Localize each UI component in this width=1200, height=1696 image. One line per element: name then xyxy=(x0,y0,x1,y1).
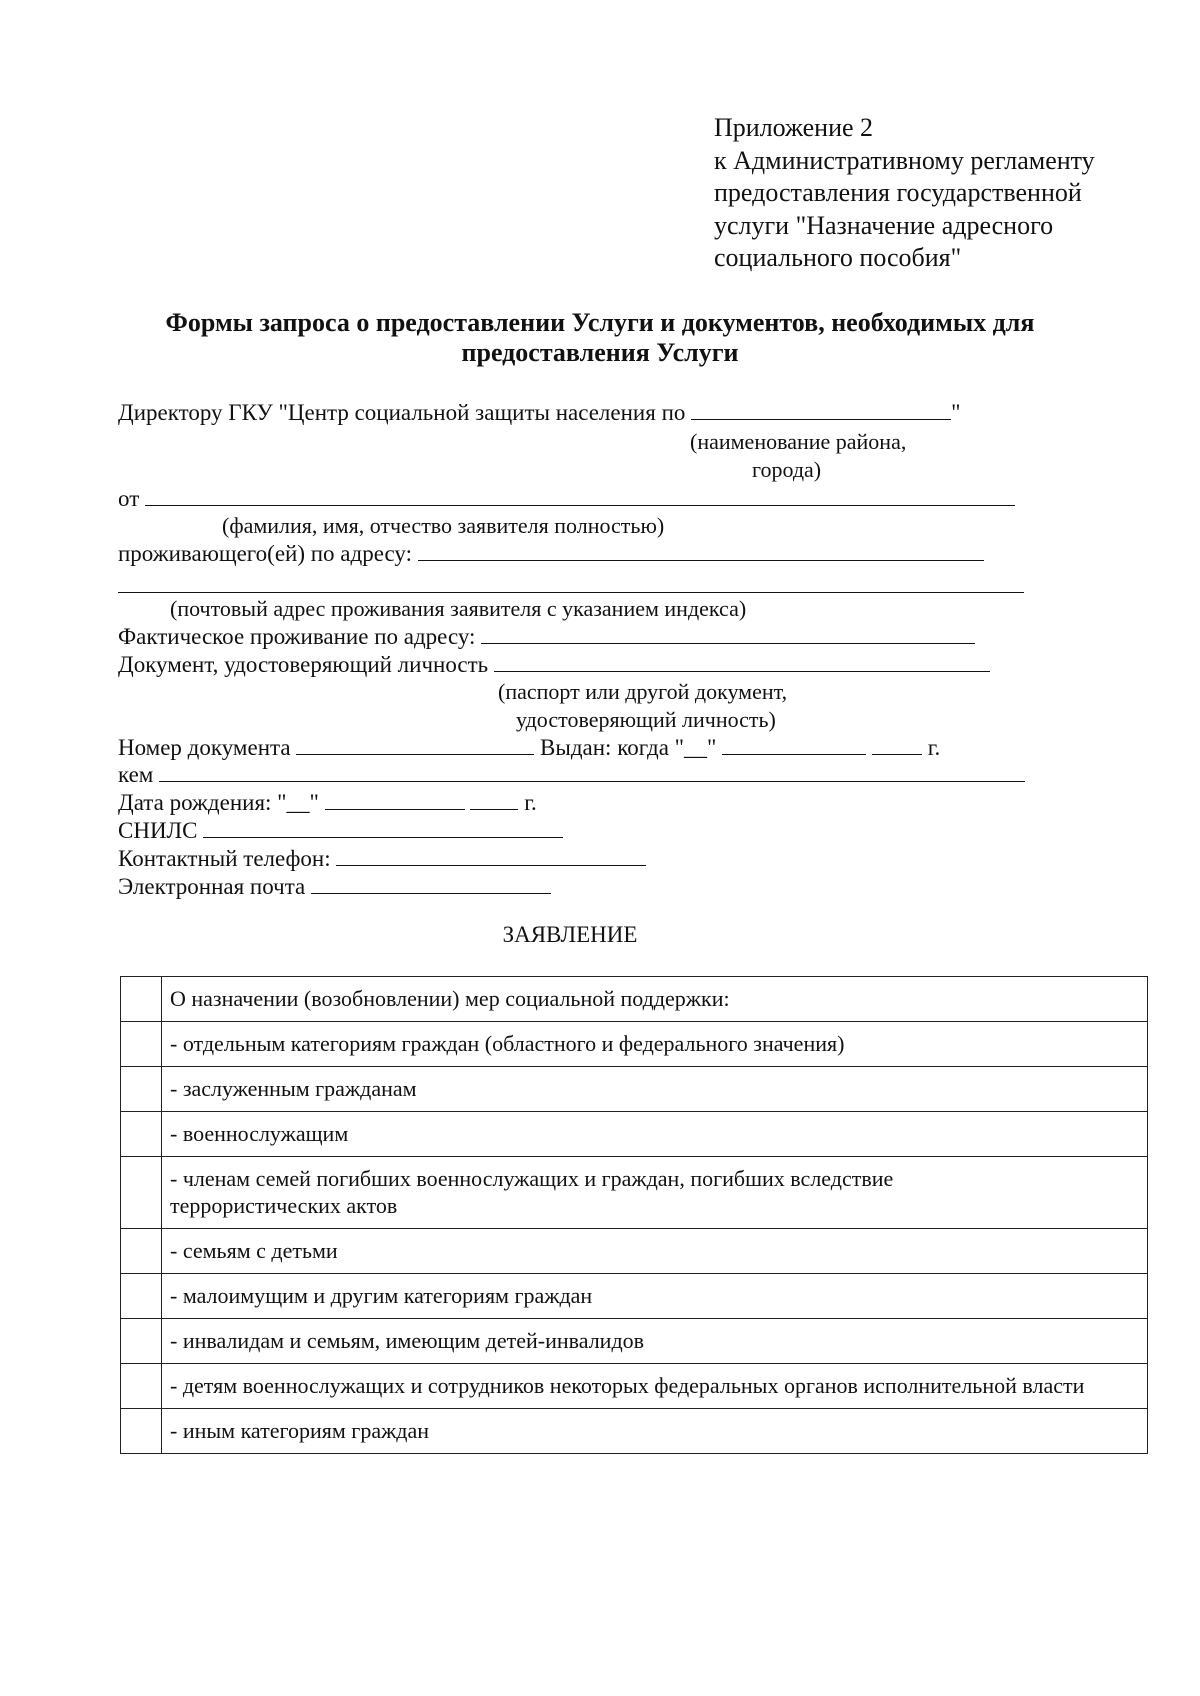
address-field[interactable] xyxy=(418,540,984,561)
option-checkbox[interactable] xyxy=(121,1364,162,1409)
district-field[interactable] xyxy=(691,399,951,420)
from-line xyxy=(118,485,1015,513)
option-checkbox[interactable] xyxy=(121,1067,162,1112)
director-label: Директору ГКУ "Центр социальной защиты населения по xyxy=(118,400,686,425)
appendix-line: Приложение 2 xyxy=(714,113,874,142)
document-number-line xyxy=(118,734,940,762)
actual-address-field[interactable] xyxy=(481,623,975,644)
appendix-line: услуги "Назначение адресного xyxy=(714,210,1054,240)
issued-month-field[interactable] xyxy=(722,734,866,755)
table-row xyxy=(121,1067,1148,1112)
id-document-hint: (паспорт или другой документ, xyxy=(498,679,788,704)
table-row xyxy=(121,1022,1148,1067)
id-document-label: Документ, удостоверяющий личность xyxy=(118,652,489,677)
option-checkbox[interactable] xyxy=(121,977,162,1022)
option-text: - инвалидам и семьям, имеющим детей-инвалидов xyxy=(162,1319,1148,1364)
option-text: - иным категориям граждан xyxy=(162,1409,1148,1454)
option-checkbox[interactable] xyxy=(121,1022,162,1067)
district-hint: (наименование района, xyxy=(690,429,907,454)
from-label: от xyxy=(118,486,140,511)
options-table xyxy=(120,976,1148,1454)
address-label: проживающего(ей) по адресу: xyxy=(118,541,412,566)
district-hint: города) xyxy=(752,457,822,482)
option-checkbox[interactable] xyxy=(121,1274,162,1319)
phone-field[interactable] xyxy=(336,845,646,866)
table-row xyxy=(121,1157,1148,1229)
id-document-line xyxy=(118,651,990,679)
email-line xyxy=(118,873,551,901)
appendix-header xyxy=(714,112,1095,275)
appendix-line: социального пособия" xyxy=(714,243,962,272)
address-hint: (почтовый адрес проживания заявителя с указанием индекса) xyxy=(170,596,747,621)
table-row xyxy=(121,1274,1148,1319)
statement-heading: ЗАЯВЛЕНИЕ xyxy=(502,922,638,947)
address-field-continued[interactable] xyxy=(118,592,1024,593)
actual-address-line xyxy=(118,623,975,651)
table-row xyxy=(121,1229,1148,1274)
birth-year-field[interactable] xyxy=(470,789,518,810)
phone-label: Контактный телефон: xyxy=(118,846,331,871)
issued-by-line xyxy=(118,761,1025,789)
table-row xyxy=(121,1319,1148,1364)
option-text: - отдельным категориям граждан (областного и федерального значения) xyxy=(162,1022,1148,1067)
birth-month-field[interactable] xyxy=(325,789,465,810)
document-title xyxy=(0,308,1200,368)
director-line xyxy=(118,399,961,427)
option-checkbox[interactable] xyxy=(121,1409,162,1454)
issued-when-label: Выдан: когда "__" xyxy=(540,735,717,760)
id-document-hint: удостоверяющий личность) xyxy=(516,707,776,732)
title-line: предоставления Услуги xyxy=(461,338,739,367)
table-row xyxy=(121,1409,1148,1454)
year-suffix: г. xyxy=(524,790,537,815)
option-text: - членам семей погибших военнослужащих и граждан, погибших вследствие террористических актов xyxy=(162,1157,1148,1229)
issued-by-field[interactable] xyxy=(159,761,1025,782)
snils-field[interactable] xyxy=(203,817,563,838)
year-suffix: г. xyxy=(927,735,941,760)
option-text: - детям военнослужащих и сотрудников некоторых федеральных органов исполнительной власти xyxy=(162,1364,1148,1409)
document-number-field[interactable] xyxy=(296,734,534,755)
option-checkbox[interactable] xyxy=(121,1229,162,1274)
id-document-field[interactable] xyxy=(494,651,990,672)
director-quote: " xyxy=(951,400,961,425)
birth-date-label: Дата рождения: "__" xyxy=(118,790,319,815)
issued-by-label: кем xyxy=(118,762,154,787)
fio-hint: (фамилия, имя, отчество заявителя полностью) xyxy=(222,513,665,538)
table-row xyxy=(121,977,1148,1022)
option-text: - малоимущим и другим категориям граждан xyxy=(162,1274,1148,1319)
option-checkbox[interactable] xyxy=(121,1157,162,1229)
option-checkbox[interactable] xyxy=(121,1112,162,1157)
table-row xyxy=(121,1112,1148,1157)
option-text: - заслуженным гражданам xyxy=(162,1067,1148,1112)
email-field[interactable] xyxy=(311,873,551,894)
table-row xyxy=(121,1364,1148,1409)
option-text: - семьям с детьми xyxy=(162,1229,1148,1274)
fio-field[interactable] xyxy=(145,485,1015,506)
option-checkbox[interactable] xyxy=(121,1319,162,1364)
snils-line xyxy=(118,817,563,845)
actual-address-label: Фактическое проживание по адресу: xyxy=(118,624,476,649)
appendix-line: предоставления государственной xyxy=(714,178,1082,207)
birth-date-line xyxy=(118,789,537,817)
phone-line xyxy=(118,845,646,873)
email-label: Электронная почта xyxy=(118,874,306,899)
title-line: Формы запроса о предоставлении Услуги и документов, необходимых для xyxy=(165,308,1035,337)
appendix-line: к Административному регламенту xyxy=(714,145,1095,175)
option-text: - военнослужащим xyxy=(162,1112,1148,1157)
document-number-label: Номер документа xyxy=(118,735,291,760)
address-line xyxy=(118,540,984,568)
snils-label: СНИЛС xyxy=(118,818,198,843)
option-text: О назначении (возобновлении) мер социальной поддержки: xyxy=(162,977,1148,1022)
issued-year-field[interactable] xyxy=(872,734,922,755)
